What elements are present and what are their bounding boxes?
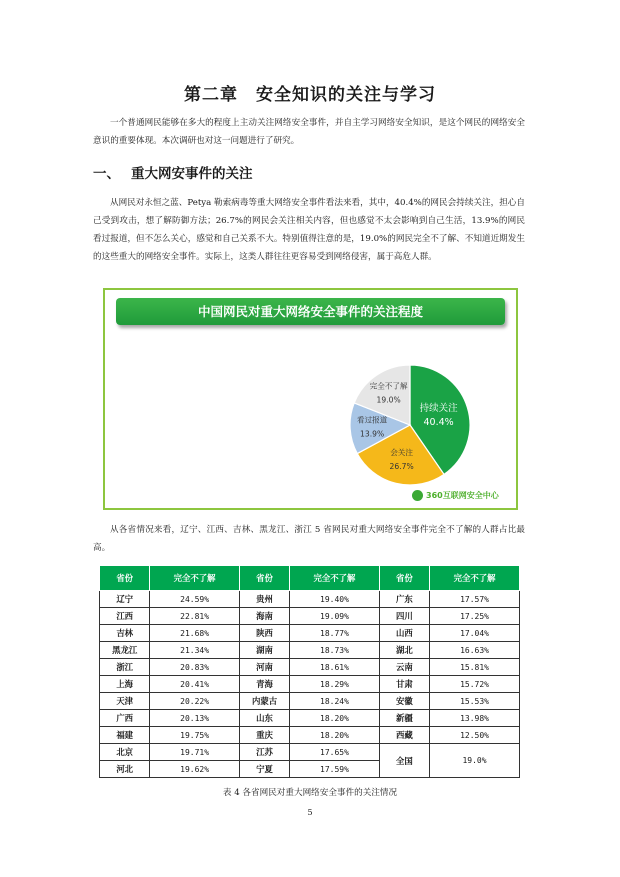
section-paragraph: 从网民对永恒之蓝、Petya 勒索病毒等重大网络安全事件看法来看，其中，40.4%的网民会持续关注，担心自己受到攻击，想了解防御方法；26.7%的网民会关注相关内容，但也感觉不太会影响到自己生活，13.9%的网民看过报道，但不怎么关心，感觉和自己关系不大。特别值得注意的是，19.0%的网民完全不了解、不知道近期发生的这些重大的网络安全事件。实际上，这类人群往往更容易受到网络侵害，属于高危人群。 xyxy=(93,198,525,262)
province-cell: 安徽 xyxy=(379,693,429,710)
chapter-title: 第二章 安全知识的关注与学习 xyxy=(184,85,436,105)
province-cell: 青海 xyxy=(239,676,289,693)
province-table xyxy=(99,565,520,778)
pie-chart xyxy=(105,290,516,508)
province-cell: 四川 xyxy=(379,608,429,625)
column-header: 省份 xyxy=(239,566,289,591)
slice-label: 会关注 xyxy=(390,448,413,457)
province-cell: 甘肃 xyxy=(379,676,429,693)
value-cell: 18.77% xyxy=(290,625,379,642)
value-cell: 19.62% xyxy=(150,761,239,778)
table-row xyxy=(100,591,520,608)
value-cell: 20.83% xyxy=(150,659,239,676)
section-title: 重大网安事件的关注 xyxy=(131,166,253,182)
value-cell: 19.0% xyxy=(430,744,520,778)
province-cell: 山东 xyxy=(239,710,289,727)
slice-label: 完全不了解 xyxy=(369,381,408,391)
value-cell: 18.20% xyxy=(290,727,379,744)
value-cell: 18.24% xyxy=(290,693,379,710)
province-cell: 江苏 xyxy=(239,744,289,761)
province-cell: 辽宁 xyxy=(100,591,150,608)
province-cell: 宁夏 xyxy=(239,761,289,778)
value-cell: 17.04% xyxy=(430,625,520,642)
column-header: 省份 xyxy=(379,566,429,591)
province-cell: 广东 xyxy=(379,591,429,608)
value-cell: 17.57% xyxy=(430,591,520,608)
province-cell: 浙江 xyxy=(100,659,150,676)
province-cell: 山西 xyxy=(379,625,429,642)
table-row xyxy=(100,727,520,744)
intro-paragraph: 一个普通网民能够在多大的程度上主动关注网络安全事件，并自主学习网络安全知识，是这个网民的网络安全意识的重要体现。本次调研也对这一问题进行了研究。 xyxy=(93,118,525,146)
province-cell: 黑龙江 xyxy=(100,642,150,659)
slice-label: 看过报道 xyxy=(356,415,388,425)
value-cell: 20.41% xyxy=(150,676,239,693)
table-row xyxy=(100,608,520,625)
chart-title: 中国网民对重大网络安全事件的关注程度 xyxy=(116,298,505,325)
province-cell: 海南 xyxy=(239,608,289,625)
value-cell: 19.75% xyxy=(150,727,239,744)
province-cell: 内蒙古 xyxy=(239,693,289,710)
column-header: 完全不了解 xyxy=(150,566,239,591)
table-header-row xyxy=(100,566,520,591)
page-number: 5 xyxy=(307,808,313,817)
value-cell: 18.61% xyxy=(290,659,379,676)
table-caption: 表 4 各省网民对重大网络安全事件的关注情况 xyxy=(222,788,398,798)
province-cell: 陕西 xyxy=(239,625,289,642)
slice-label: 持续关注 xyxy=(419,403,458,415)
province-cell: 湖南 xyxy=(239,642,289,659)
value-cell: 17.59% xyxy=(290,761,379,778)
province-cell: 吉林 xyxy=(100,625,150,642)
value-cell: 15.81% xyxy=(430,659,520,676)
value-cell: 21.68% xyxy=(150,625,239,642)
chart-logo-text: 360互联网安全中心 xyxy=(426,491,499,500)
value-cell: 18.73% xyxy=(290,642,379,659)
province-cell: 上海 xyxy=(100,676,150,693)
value-cell: 17.25% xyxy=(430,608,520,625)
province-cell: 新疆 xyxy=(379,710,429,727)
column-header: 省份 xyxy=(100,566,150,591)
value-cell: 19.40% xyxy=(290,591,379,608)
province-cell: 湖北 xyxy=(379,642,429,659)
section-heading xyxy=(93,162,253,182)
slice-value-label: 13.9% xyxy=(360,429,385,439)
table-row xyxy=(100,744,520,761)
province-cell: 云南 xyxy=(379,659,429,676)
slice-value-label: 19.0% xyxy=(376,395,401,405)
value-cell: 20.13% xyxy=(150,710,239,727)
province-cell: 河北 xyxy=(100,761,150,778)
value-cell: 16.63% xyxy=(430,642,520,659)
value-cell: 18.20% xyxy=(290,710,379,727)
province-cell: 北京 xyxy=(100,744,150,761)
table-row xyxy=(100,710,520,727)
table-row xyxy=(100,625,520,642)
value-cell: 15.72% xyxy=(430,676,520,693)
value-cell: 15.53% xyxy=(430,693,520,710)
column-header: 完全不了解 xyxy=(430,566,520,591)
value-cell: 17.65% xyxy=(290,744,379,761)
province-paragraph: 从各省情况来看，辽宁、江西、吉林、黑龙江、浙江 5 省网民对重大网络安全事件完全不了解的人群占比最高。 xyxy=(93,525,525,553)
pie-chart-figure xyxy=(103,288,518,510)
province-cell: 全国 xyxy=(379,744,429,778)
value-cell: 18.29% xyxy=(290,676,379,693)
value-cell: 13.98% xyxy=(430,710,520,727)
table-row xyxy=(100,659,520,676)
slice-value-label: 40.4% xyxy=(423,417,454,429)
value-cell: 21.34% xyxy=(150,642,239,659)
province-cell: 西藏 xyxy=(379,727,429,744)
chart-logo xyxy=(412,490,499,501)
table-row xyxy=(100,642,520,659)
value-cell: 22.81% xyxy=(150,608,239,625)
value-cell: 19.71% xyxy=(150,744,239,761)
province-cell: 贵州 xyxy=(239,591,289,608)
province-cell: 重庆 xyxy=(239,727,289,744)
section-number: 一、 xyxy=(93,166,120,182)
slice-value-label: 26.7% xyxy=(389,462,414,471)
province-cell: 天津 xyxy=(100,693,150,710)
province-cell: 广西 xyxy=(100,710,150,727)
value-cell: 19.09% xyxy=(290,608,379,625)
province-cell: 河南 xyxy=(239,659,289,676)
province-cell: 江西 xyxy=(100,608,150,625)
table-row xyxy=(100,676,520,693)
value-cell: 12.50% xyxy=(430,727,520,744)
value-cell: 24.59% xyxy=(150,591,239,608)
province-cell: 福建 xyxy=(100,727,150,744)
value-cell: 20.22% xyxy=(150,693,239,710)
table-row xyxy=(100,693,520,710)
column-header: 完全不了解 xyxy=(290,566,379,591)
logo-360-icon xyxy=(412,490,423,501)
